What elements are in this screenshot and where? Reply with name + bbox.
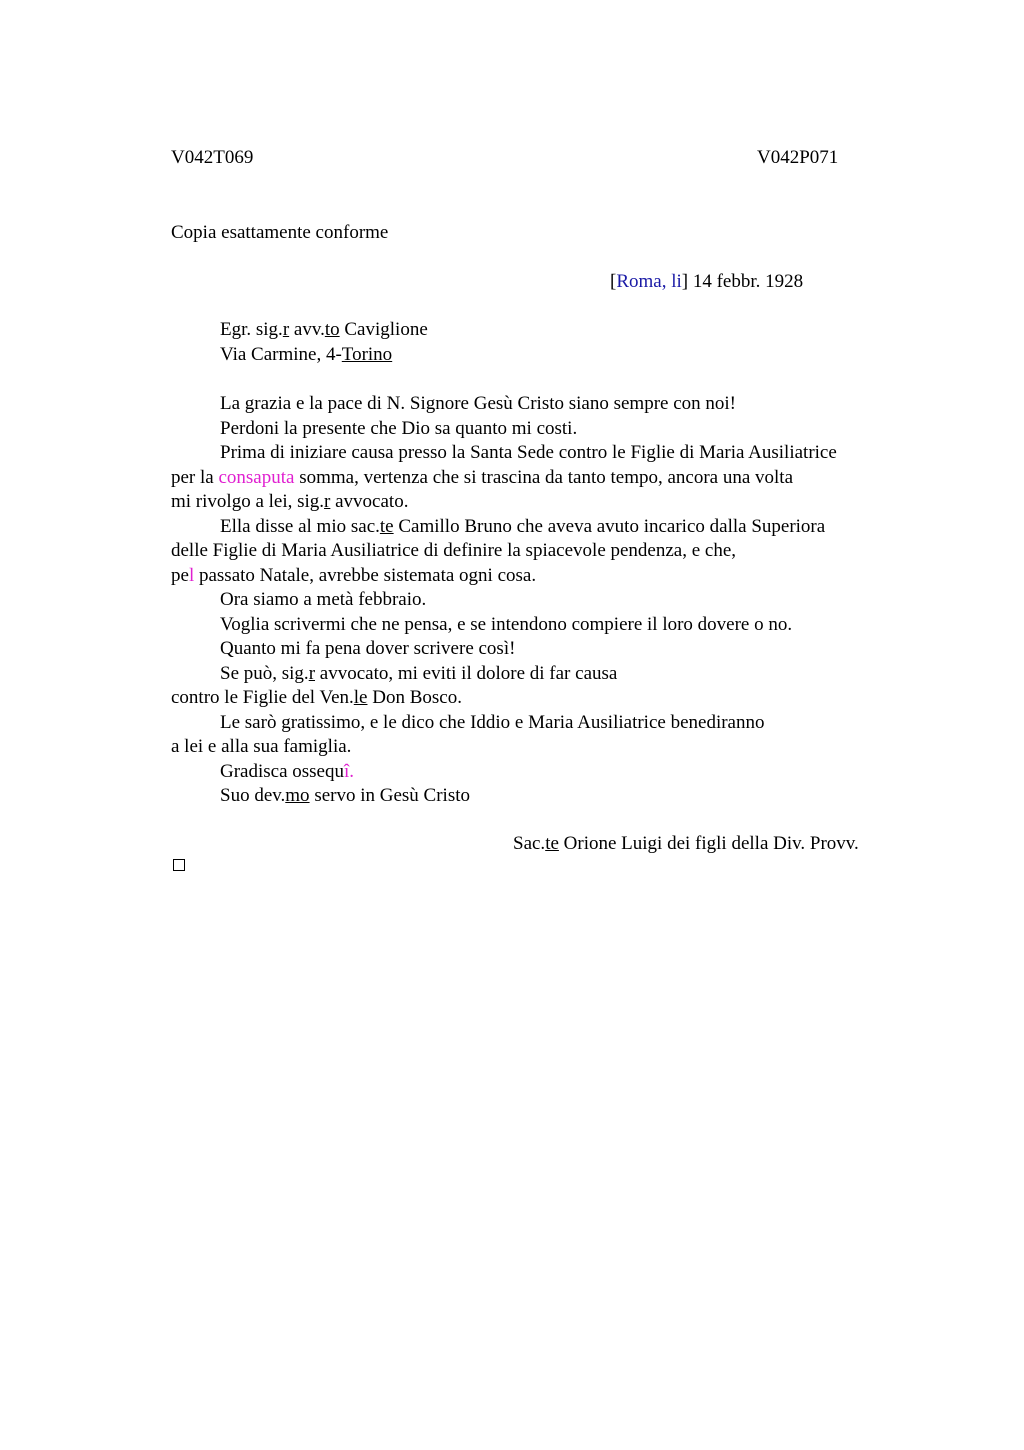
body-line xyxy=(171,466,901,491)
address-text: avv. xyxy=(289,319,325,340)
body-line: Prima di iniziare causa presso la Santa Sede contro le Figlie di Maria Ausiliatrice xyxy=(220,442,837,463)
archive-code-right: V042P071 xyxy=(757,147,839,168)
address-text: Caviglione xyxy=(339,319,428,340)
body-text: somma, vertenza che si trascina da tanto tempo, ancora una volta xyxy=(294,466,794,488)
address-line-1 xyxy=(171,318,901,343)
abbrev-superscript: r xyxy=(308,662,316,684)
body-line xyxy=(171,490,901,515)
signature-text: Sac. xyxy=(513,833,546,854)
abbrev-superscript: mo xyxy=(285,785,310,806)
highlighted-word: consaputa xyxy=(218,466,295,488)
body-text: Suo dev. xyxy=(220,785,286,806)
body-text: Se può, sig. xyxy=(220,662,309,684)
body-line xyxy=(171,564,901,589)
body-text: Don Bosco. xyxy=(367,687,462,708)
address-abbrev: to xyxy=(324,319,340,340)
body-text: avvocato. xyxy=(330,491,409,512)
date-line xyxy=(610,270,803,294)
address-city: Torino xyxy=(341,343,393,365)
abbrev-superscript: te xyxy=(545,833,559,854)
abbrev-superscript: te xyxy=(379,515,394,537)
address-abbrev: r xyxy=(282,319,290,340)
highlighted-letter: î. xyxy=(344,760,355,782)
closing-line xyxy=(171,784,901,809)
date-text: 14 febbr. 1928 xyxy=(688,271,804,292)
date-bracket-close: ] xyxy=(681,271,689,292)
body-text: Ella disse al mio sac. xyxy=(220,515,380,537)
body-text: mi rivolgo a lei, sig. xyxy=(171,491,325,512)
signature xyxy=(513,832,859,856)
abbrev-superscript: r xyxy=(324,491,331,512)
body-line: Voglia scrivermi che ne pensa, e se intendono compiere il loro dovere o no. xyxy=(220,613,793,635)
body-line: Ora siamo a metà febbraio. xyxy=(220,589,427,610)
body-text: Camillo Bruno che aveva avuto incarico dalla Superiora xyxy=(393,515,826,537)
body-line xyxy=(171,686,901,711)
body-line: La grazia e la pace di N. Signore Gesù Cristo siano sempre con noi! xyxy=(220,393,737,414)
body-text: per la xyxy=(171,466,219,488)
body-line: delle Figlie di Maria Ausiliatrice di definire la spiacevole pendenza, e che, xyxy=(171,540,737,561)
address-text: Egr. sig. xyxy=(220,319,283,340)
abbrev-superscript: le xyxy=(353,687,368,708)
date-bracket-open: [ xyxy=(610,271,617,292)
recipient-address xyxy=(171,318,901,367)
document-title: Copia esattamente conforme xyxy=(171,222,389,243)
body-line: Le sarò gratissimo, e le dico che Iddio e Maria Ausiliatrice benediranno xyxy=(220,711,765,733)
address-text: Via Carmine, 4- xyxy=(220,343,342,365)
body-line: Quanto mi fa pena dover scrivere così! xyxy=(220,638,516,659)
address-line-2 xyxy=(171,343,901,368)
body-text: servo in Gesù Cristo xyxy=(309,785,470,806)
body-text: passato Natale, avrebbe sistemata ogni cosa. xyxy=(194,564,537,586)
body-text: pe xyxy=(171,564,189,586)
body-line xyxy=(171,515,901,540)
letter-body xyxy=(171,392,901,809)
body-line xyxy=(171,760,901,785)
archive-code-left: V042T069 xyxy=(171,147,254,168)
body-text: Gradisca ossequ xyxy=(220,760,344,782)
date-place: Roma, li xyxy=(616,271,682,292)
body-line: Perdoni la presente che Dio sa quanto mi costi. xyxy=(220,417,578,439)
highlighted-letter: l xyxy=(188,564,195,586)
body-line: a lei e alla sua famiglia. xyxy=(171,736,352,757)
empty-square-icon xyxy=(173,859,185,871)
body-text: avvocato, mi eviti il dolore di far causa xyxy=(315,662,618,684)
body-text: contro le Figlie del Ven. xyxy=(171,687,354,708)
signature-text: Orione Luigi dei figli della Div. Provv. xyxy=(558,833,859,854)
body-line xyxy=(171,662,901,687)
